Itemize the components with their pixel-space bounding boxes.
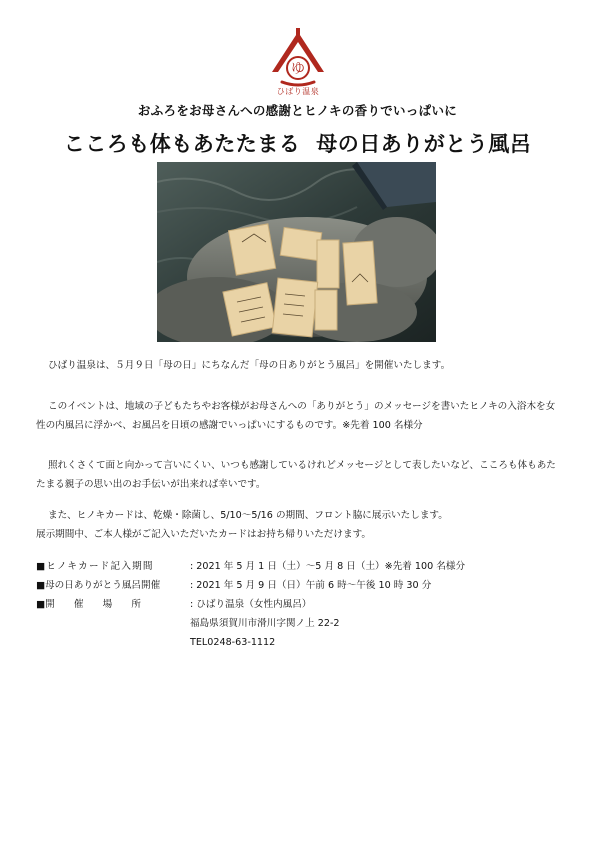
subtitle: おふろをお母さんへの感謝とヒノキの香りでいっぱいに [137,103,458,118]
info-label: ■母の日ありがとう風呂開催 [36,580,161,591]
title-part-1: こころも体もあたたまる [63,132,301,156]
info-row-event-date [36,576,431,595]
info-label: ■ヒノキカード記入期間 [36,561,154,572]
info-value: : 2021 年 5 月 1 日（土）～5 月 8 日（土）※先着 100 名様分 [190,561,466,572]
phone-number: TEL0248-63-1112 [190,637,276,648]
info-value: : ひばり温泉（女性内風呂） [190,599,312,610]
info-label: ■開 催 場 所 [36,599,142,610]
paragraph-message: 照れくさくて面と向かって言いにくい、いつも感謝しているけれどメッセージとして表したいなど、こころも体もあたたまる親子の思い出のお手伝いが出来れば幸いです。 [36,460,556,490]
logo-name: ひばり温泉 [276,87,320,96]
info-row-venue [36,595,311,614]
paragraph-intro: ひばり温泉は、５月９日「母の日」にちなんだ「母の日ありがとう風呂」を開催いたします。 [48,360,451,371]
paragraph-return: 展示期間中、ご本人様がご記入いただいたカードはお持ち帰りいただけます。 [36,529,372,540]
info-value: : 2021 年 5 月 9 日（日）午前 6 時～午後 10 時 30 分 [190,580,432,591]
hinoki-cards-photo [157,162,436,342]
logo-char: ゆ [291,61,305,77]
paragraph-event: このイベントは、地域の子どもたちやお客様がお母さんへの「ありがとう」のメッセージを書いたヒノキの入浴木を女性の内風呂に浮かべ、お風呂を日頃の感謝でいっぱいにするものです。※先着 100 名様分 [36,401,556,431]
address: 福島県須賀川市滑川字関ノ上 22-2 [190,618,340,629]
paragraph-exhibit: また、ヒノキカードは、乾燥・除菌し、5/10～5/16 の期間、フロント脇に展示いたします。 [48,510,448,521]
page-title [0,128,595,158]
title-part-2: 母の日ありがとう風呂 [316,132,532,156]
info-row-card-period [36,557,465,576]
